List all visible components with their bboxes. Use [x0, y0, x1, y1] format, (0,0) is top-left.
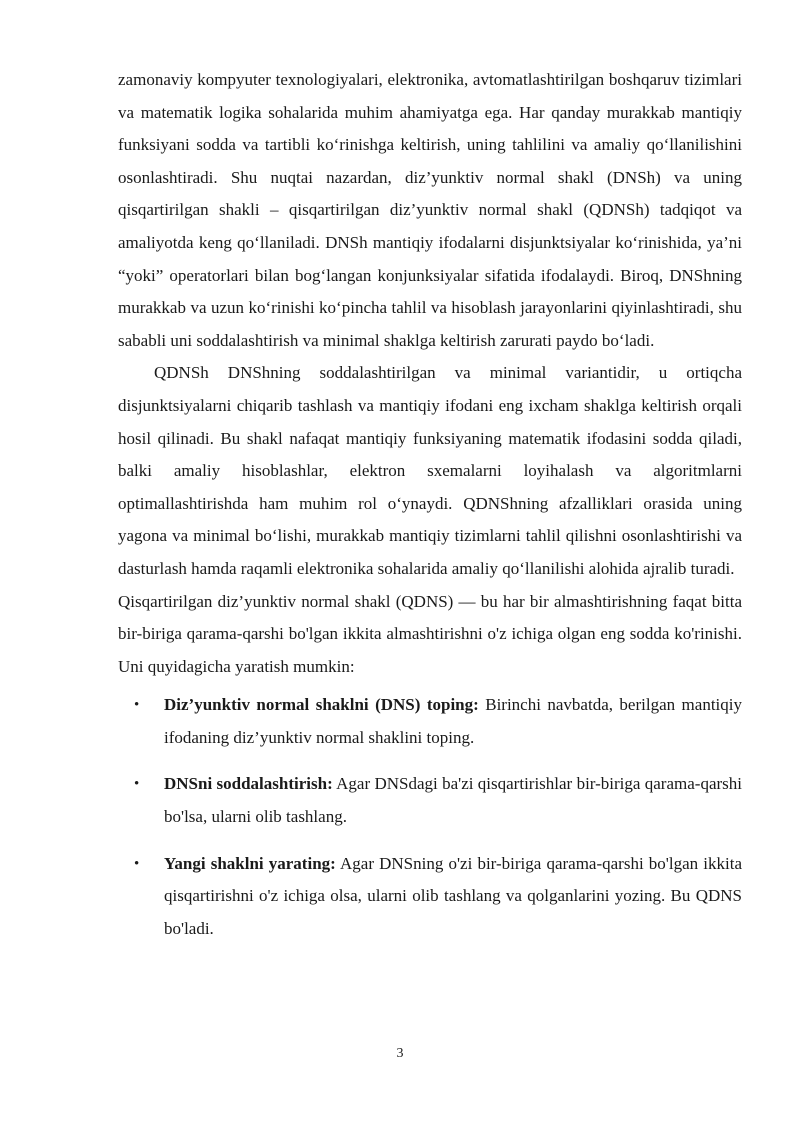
- list-item-text: Agar DNSdagi ba'zi qisqartirishlar bir-biriga qarama-qarshi bo'lsa, ularni olib tashlang.: [164, 774, 742, 827]
- list-item-title: DNSni soddalashtirish:: [164, 774, 333, 794]
- bullet-marker: •: [134, 855, 140, 872]
- page-number: 3: [396, 1046, 404, 1061]
- steps-list: [118, 689, 742, 945]
- paragraph-qdnsh-definition: QDNSh DNShning soddalashtirilgan va minimal variantidir, u ortiqcha disjunktsiyalarni chiqarib tashlash va mantiqiy ifodani eng ixcham shaklga keltirish orqali hosil qilinadi. Bu shakl nafaqat mantiqiy funksiyaning matematik ifodasini sodda qiladi, balki amaliy hisoblashlar, elektron sxemalarni loyihalash va algoritmlarni optimallashtirishda ham muhim rol o‘ynaydi. QDNShning afzalliklari orasida uning yagona va minimal bo‘lishi, murakkab mantiqiy tizimlarni tahlil qilishni osonlashtirishi va dasturlash hamda raqamli elektronika sohalarida amaliy qo‘llanilishi alohida ajralib turadi.: [118, 363, 742, 578]
- paragraph-qdns-construction: Qisqartirilgan diz’yunktiv normal shakl (QDNS) — bu har bir almashtirishning faqat bitta bir-biriga qarama-qarshi bo'lgan ikkita almashtirishni o'z ichiga olgan eng sodda ko'rinishi. Uni quyidagicha yaratish mumkin:: [118, 591, 742, 676]
- paragraph-intro-continuation: zamonaviy kompyuter texnologiyalari, elektronika, avtomatlashtirilgan boshqaruv tizimlari va matematik logika sohalarida muhim ahamiyatga ega. Har qanday murakkab mantiqiy funksiyani sodda va tartibli ko‘rinishga keltirish, uning tahlilini va amaliy qo‘llanilishini osonlashtiradi. Shu nuqtai nazardan, diz’yunktiv normal shakl (DNSh) va uning qisqartirilgan shakli – qisqartirilgan diz’yunktiv normal shakl (QDNSh) tadqiqot va amaliyotda keng qo‘llaniladi. DNSh mantiqiy ifodalarni disjunktsiyalar ko‘rinishida, ya’ni “yoki” operatorlari bilan bog‘langan konjunksiyalar sifatida ifodalaydi. Biroq, DNShning murakkab va uzun ko‘rinishi ko‘pincha tahlil va hisoblash jarayonlarini qiyinlashtiradi, shu sababli uni soddalashtirish va minimal shaklga keltirish zarurati paydo bo‘ladi.: [118, 70, 742, 350]
- list-item-title: Diz’yunktiv normal shaklni (DNS) toping:: [164, 695, 479, 715]
- document-page: [118, 64, 742, 959]
- list-item-text: Agar DNSning o'zi bir-biriga qarama-qarshi bo'lgan ikkita qisqartirishni o'z ichiga olsa, ularni olib tashlang va qolganlarini yozing. Bu QDNS bo'ladi.: [164, 853, 742, 938]
- bullet-marker: •: [134, 776, 140, 793]
- list-item: [118, 689, 742, 754]
- list-item-text: Birinchi navbatda, berilgan mantiqiy ifodaning diz’yunktiv normal shaklini toping.: [164, 695, 742, 747]
- bullet-marker: •: [134, 697, 140, 714]
- list-item: [118, 848, 742, 946]
- list-item-title: Yangi shaklni yarating:: [164, 853, 336, 873]
- list-item: [118, 768, 742, 833]
